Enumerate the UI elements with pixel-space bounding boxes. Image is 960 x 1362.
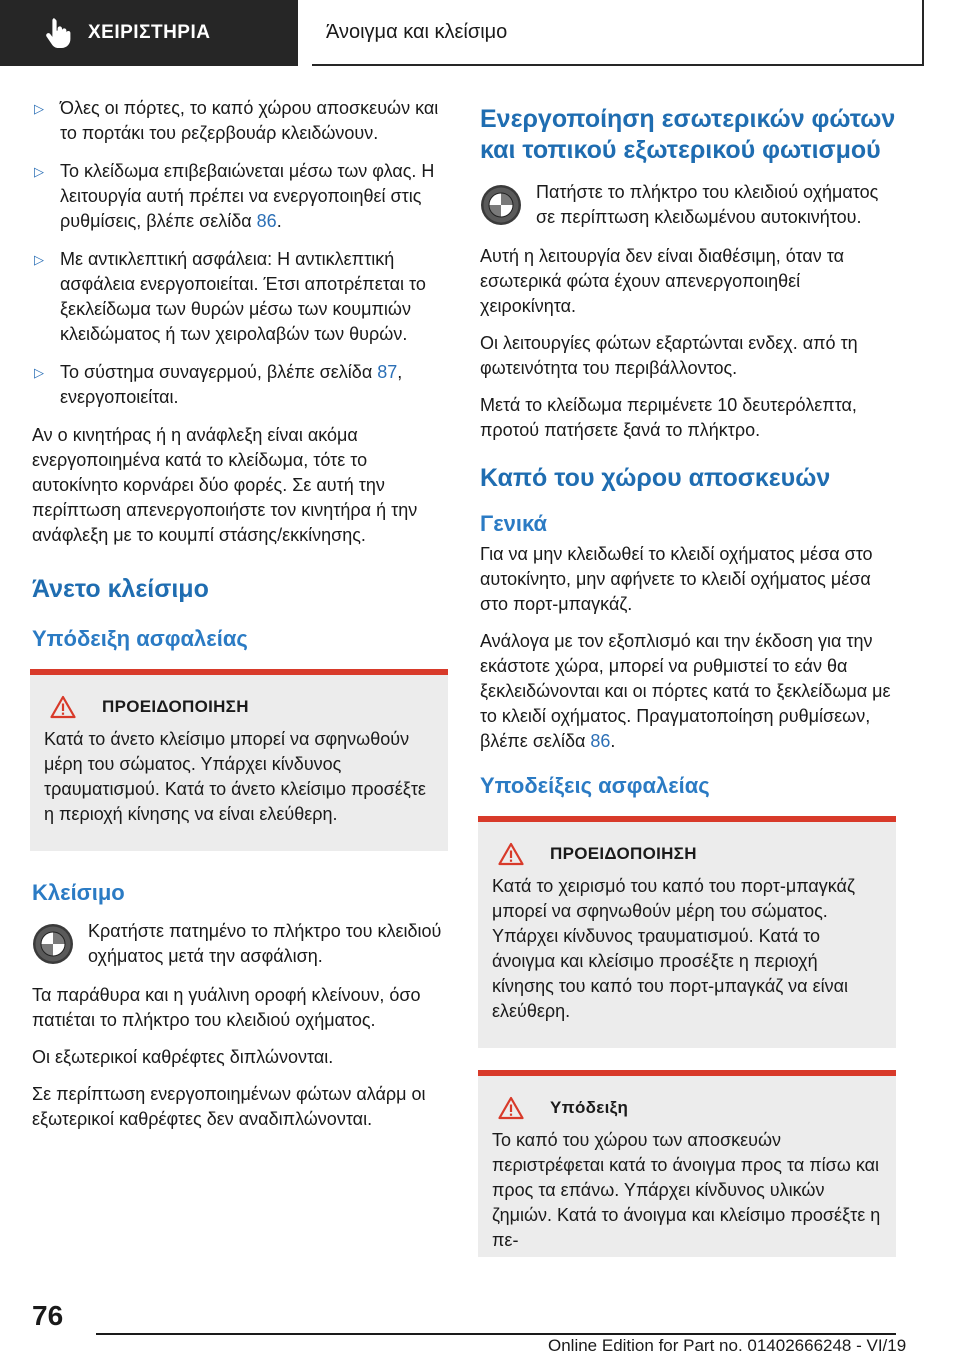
hand-pointer-icon [40, 15, 76, 51]
heading-safety-note: Υπόδειξη ασφαλείας [32, 626, 248, 651]
warning-triangle-icon [498, 1096, 524, 1120]
paragraph-equipment: Ανάλογα με τον εξοπλισμό και την έκδοση για την εκάστοτε χώρα, μπορεί να ρυθμιστεί το εάν θα ξεκλειδώνονται και οι πόρτες κατά το ξεκλείδωμα με το κλειδί οχήματος. Πραγματοποίηση ρυθμίσεων, βλέπε σελίδα 86. [480, 631, 891, 751]
left-column [32, 96, 448, 1144]
bullet-triangle-icon: ▷ [34, 365, 44, 380]
heading-lights: Ενεργοποίηση εσωτερικών φώτων και τοπικού εξωτερικού φωτισμού [480, 105, 896, 164]
header-section-label: ΧΕΙΡΙΣΤΗΡΙΑ [88, 22, 211, 43]
warning-triangle-icon [50, 695, 76, 719]
note-box [478, 1070, 896, 1257]
paragraph-wait: Μετά το κλείδωμα περιμένετε 10 δευτερόλεπτα, προτού πατήσετε ξανά το πλήκτρο. [480, 395, 857, 440]
bullet-text: Το κλείδωμα επιβεβαιώνεται μέσω των φλας. Η λειτουργία αυτή πρέπει να ενεργοποιηθεί στις ρυθμίσεις, βλέπε σελίδα 86. [60, 161, 435, 231]
paragraph-light-functions: Οι λειτουργίες φώτων εξαρτώνται ενδεχ. από τη φωτεινότητα του περιβάλλοντος. [480, 333, 858, 378]
bullet-item [32, 96, 448, 146]
bullet-text: Το σύστημα συναγερμού, βλέπε σελίδα 87, ενεργοποιείται. [60, 362, 403, 407]
warning-title: ΠΡΟΕΙΔΟΠΟΙΗΣΗ [102, 697, 249, 716]
bullet-item [32, 247, 448, 347]
page-link[interactable]: 86 [256, 211, 277, 231]
header-chapter-label: Άνοιγμα και κλείσιμο [326, 20, 508, 43]
bullet-text: Όλες οι πόρτες, το καπό χώρου αποσκευών και το πορτάκι του ρεζερβουάρ κλειδώνουν. [60, 98, 439, 143]
note-body: Το καπό του χώρου των αποσκευών περιστρέφεται κατά το άνοιγμα προς τα πίσω και προς τα επάνω. Υπάρχει κίνδυνος υλικών ζημιών. Κατά το άνοιγμα και κλείσιμο προσέξτε η πε- [492, 1130, 881, 1250]
bullet-item [32, 159, 448, 234]
warning-body: Κατά το άνετο κλείσιμο μπορεί να σφηνωθούν μέρη του σώματος. Υπάρχει κίνδυνος τραυματισμού. Κατά το άνετο κλείσιμο προσέξτε η περιοχή κίνησης να είναι ελεύθερη. [44, 729, 426, 824]
page-link[interactable]: 86 [590, 731, 611, 751]
heading-comfort-closing: Άνετο κλείσιμο [32, 575, 209, 603]
header-chapter [312, 0, 924, 66]
warning-triangle-icon [498, 842, 524, 866]
bullet-triangle-icon: ▷ [34, 101, 44, 116]
paragraph-mirrors: Οι εξωτερικοί καθρέφτες διπλώνονται. [32, 1047, 334, 1067]
paragraph-unavailable: Αυτή η λειτουργία δεν είναι διαθέσιμη, όταν τα εσωτερικά φώτα έχουν απενεργοποιηθεί χειροκίνητα. [480, 246, 845, 316]
warning-box [30, 669, 448, 851]
bmw-key-button-icon [480, 184, 522, 226]
warning-title: ΠΡΟΕΙΔΟΠΟΙΗΣΗ [550, 844, 697, 863]
right-column [480, 96, 896, 1257]
heading-trunk: Καπό του χώρου αποσκευών [480, 464, 831, 492]
heading-safety-notes: Υποδείξεις ασφαλείας [480, 773, 710, 798]
paragraph-engine: Αν ο κινητήρας ή η ανάφλεξη είναι ακόμα ενεργοποιημένα κατά το κλείδωμα, τότε το αυτοκίνητο κορνάρει δύο φορές. Σε αυτή την περίπτωση απενεργοποιήστε τον κινητήρα ή την ανάφλεξη με το κουμπί στάσης/εκκίνησης. [32, 425, 418, 545]
bullet-item [32, 360, 448, 410]
header-section-tab [0, 0, 298, 66]
bullet-triangle-icon: ▷ [34, 252, 44, 267]
key-instruction [480, 180, 896, 230]
footer-divider [96, 1333, 896, 1335]
bullet-text: Με αντικλεπτική ασφάλεια: Η αντικλεπτική ασφάλεια ενεργοποιείται. Έτσι αποτρέπεται το ξεκλείδωμα των θυρών μέσω των κουμπιών κλειδώματος ή των χειρολαβών των θυρών. [60, 249, 426, 344]
key-instruction-text: Κρατήστε πατημένο το πλήκτρο του κλειδιού οχήματος μετά την ασφάλιση. [88, 921, 442, 966]
page-link[interactable]: 87 [377, 362, 398, 382]
key-instruction [32, 919, 448, 969]
warning-body: Κατά το χειρισμό του καπό του πορτ-μπαγκάζ μπορεί να σφηνωθούν μέρη του σώματος. Υπάρχει κίνδυνος τραυματισμού. Κατά το άνοιγμα και κλείσιμο προσέξτε η περιοχή κίνησης του καπό του πορτ-μπαγκάζ να είναι ελεύθερη. [492, 876, 855, 1021]
page-number: 76 [32, 1300, 64, 1331]
bullet-triangle-icon: ▷ [34, 164, 44, 179]
paragraph-windows: Τα παράθυρα και η γυάλινη οροφή κλείνουν, όσο πατιέται το πλήκτρο του κλειδιού οχήματος. [32, 985, 421, 1030]
paragraph-key: Για να μην κλειδωθεί το κλειδί οχήματος μέσα στο αυτοκίνητο, μην αφήνετε το κλειδί οχήματος μέσα στο πορτ-μπαγκάζ. [480, 544, 873, 614]
key-instruction-text: Πατήστε το πλήκτρο του κλειδιού οχήματος σε περίπτωση κλειδωμένου αυτοκινήτου. [536, 182, 879, 227]
heading-general: Γενικά [480, 511, 548, 536]
note-title: Υπόδειξη [550, 1098, 629, 1117]
warning-box [478, 816, 896, 1048]
footer-edition: Online Edition for Part no. 01402666248 - VI/19 [548, 1336, 907, 1355]
paragraph-alarm: Σε περίπτωση ενεργοποιημένων φώτων αλάρμ οι εξωτερικοί καθρέφτες δεν αναδιπλώνονται. [32, 1084, 426, 1129]
heading-closing: Κλείσιμο [32, 880, 125, 905]
bmw-key-button-icon [32, 923, 74, 965]
